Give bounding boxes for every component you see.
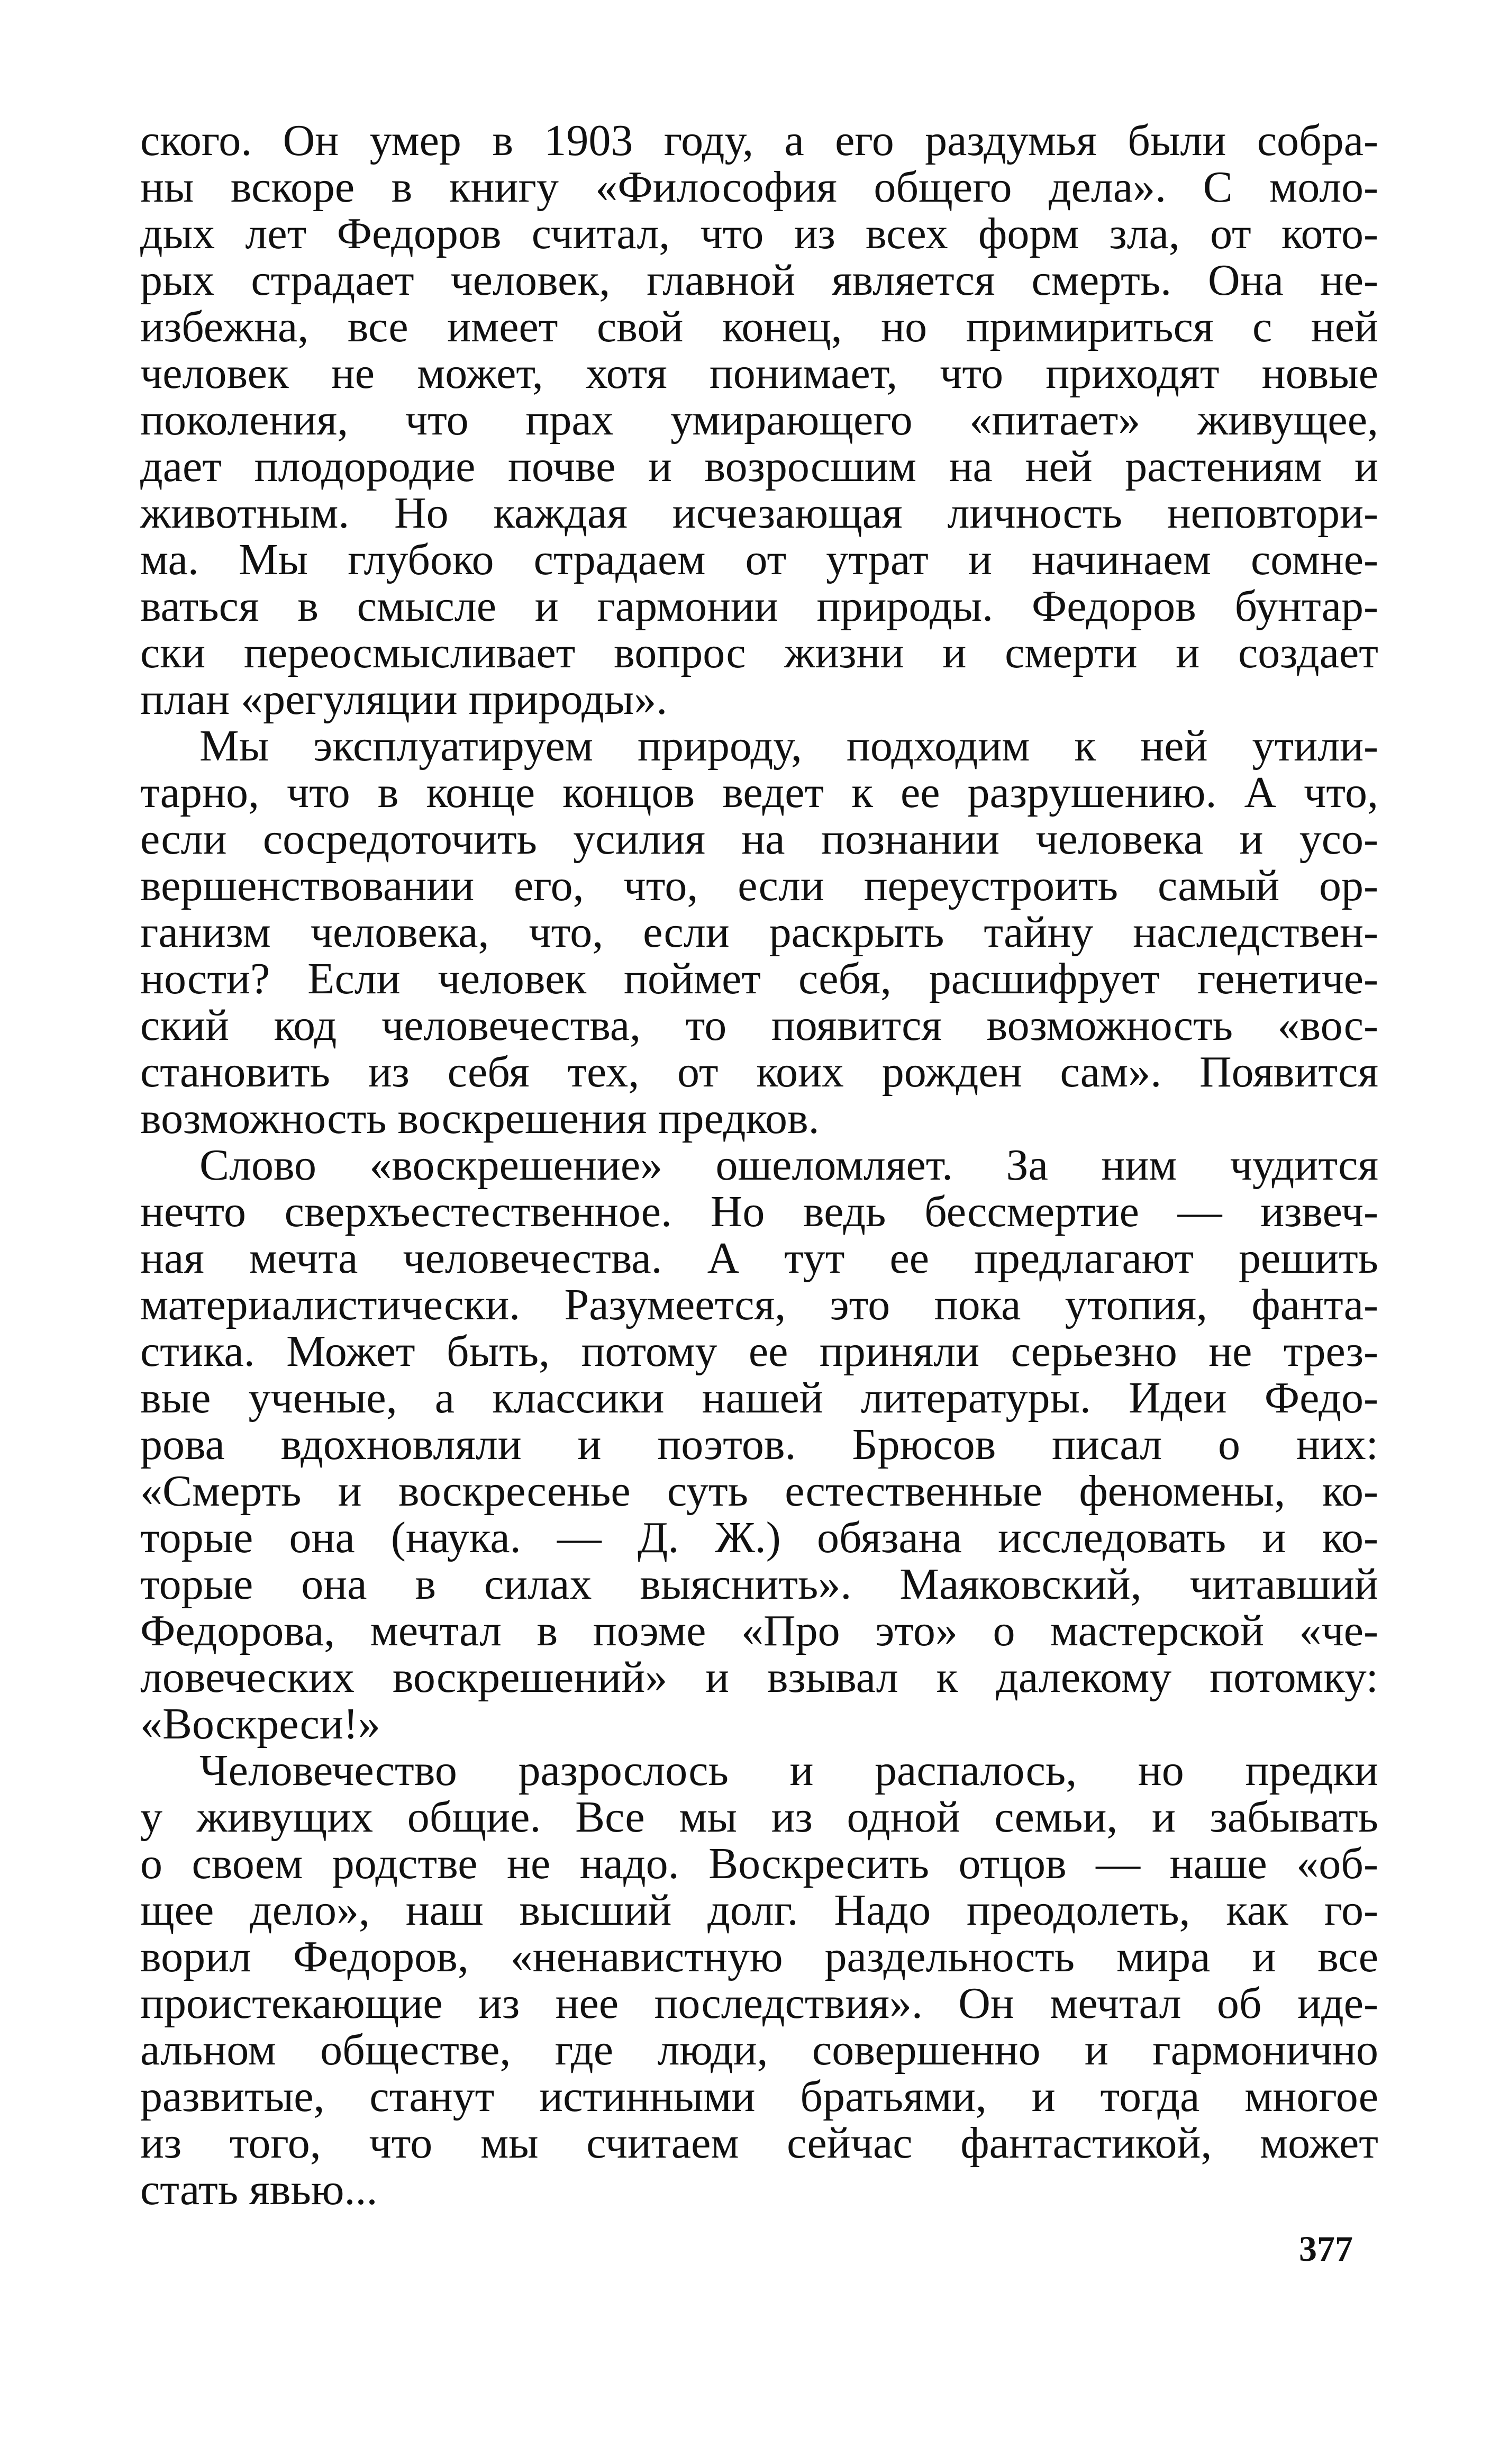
text-line: избежна, все имеет свой конец, но примириться с ней: [140, 302, 1378, 351]
text-line: у живущих общие. Все мы из одной семьи, и забывать: [140, 1792, 1378, 1842]
text-line: дых лет Федоров считал, что из всех форм зла, от кото-: [140, 209, 1378, 258]
text-line: ваться в смысле и гармонии природы. Федоров бунтар-: [140, 582, 1378, 631]
text-line: «Смерть и воскресенье суть естественные феномены, ко-: [140, 1466, 1378, 1516]
text-line: Человечество разрослось и распалось, но предки: [199, 1746, 1378, 1795]
text-line: о своем родстве не надо. Воскресить отцов — наше «об-: [140, 1839, 1378, 1888]
text-line: рых страдает человек, главной является смерть. Она не-: [140, 256, 1378, 305]
text-line: развитые, станут истинными братьями, и тогда многое: [140, 2072, 1378, 2121]
text-line: стика. Может быть, потому ее приняли серьезно не трез-: [140, 1327, 1378, 1376]
text-line: становить из себя тех, от коих рожден сам». Появится: [140, 1047, 1378, 1097]
text-line: рова вдохновляли и поэтов. Брюсов писал о них:: [140, 1420, 1378, 1469]
text-line: ский код человечества, то появится возможность «вос-: [140, 1001, 1378, 1050]
text-line: ворил Федоров, «ненавистную раздельность мира и все: [140, 1932, 1378, 1981]
text-line: ны вскоре в книгу «Философия общего дела». С моло-: [140, 162, 1378, 212]
text-line: щее дело», наш высший долг. Надо преодолеть, как го-: [140, 1886, 1378, 1935]
text-line: стать явью...: [140, 2165, 378, 2214]
text-line: ности? Если человек поймет себя, расшифрует генетиче-: [140, 954, 1378, 1003]
text-line: ганизм человека, что, если раскрыть тайну наследствен-: [140, 908, 1378, 957]
text-line: ски переосмысливает вопрос жизни и смерти и создает: [140, 628, 1378, 677]
text-line: Мы эксплуатируем природу, подходим к ней утили-: [199, 721, 1378, 771]
text-line: животным. Но каждая исчезающая личность неповтори-: [140, 488, 1378, 538]
text-line: ная мечта человечества. А тут ее предлагают решить: [140, 1234, 1378, 1283]
text-line: вые ученые, а классики нашей литературы. Идеи Федо-: [140, 1373, 1378, 1423]
body-text: [140, 117, 1378, 2213]
text-line: материалистически. Разумеется, это пока утопия, фанта-: [140, 1280, 1378, 1329]
text-line: возможность воскрешения предков.: [140, 1094, 820, 1143]
text-line: «Воскреси!»: [140, 1699, 380, 1749]
text-line: ловеческих воскрешений» и взывал к далекому потомку:: [140, 1653, 1378, 1702]
text-line: тарно, что в конце концов ведет к ее разрушению. А что,: [140, 768, 1378, 817]
text-line: нечто сверхъестественное. Но ведь бессмертие — извеч-: [140, 1187, 1378, 1236]
text-line: поколения, что прах умирающего «питает» живущее,: [140, 395, 1378, 445]
text-line: дает плодородие почве и возросшим на ней растениям и: [140, 442, 1378, 491]
text-line: ского. Он умер в 1903 году, а его раздумья были собра-: [140, 116, 1378, 165]
text-line: из того, что мы считаем сейчас фантастикой, может: [140, 2118, 1378, 2168]
text-line: ма. Мы глубоко страдаем от утрат и начинаем сомне-: [140, 535, 1378, 584]
text-line: если сосредоточить усилия на познании человека и усо-: [140, 814, 1378, 864]
text-line: альном обществе, где люди, совершенно и гармонично: [140, 2025, 1378, 2075]
text-line: торые она (наука. — Д. Ж.) обязана исследовать и ко-: [140, 1513, 1378, 1562]
text-line: вершенствовании его, что, если переустроить самый ор-: [140, 861, 1378, 910]
text-line: план «регуляции природы».: [140, 675, 668, 724]
text-line: проистекающие из нее последствия». Он мечтал об иде-: [140, 1979, 1378, 2028]
page-number: 377: [1299, 2229, 1353, 2269]
text-line: торые она в силах выяснить». Маяковский, читавший: [140, 1560, 1378, 1609]
text-line: Слово «воскрешение» ошеломляет. За ним чудится: [199, 1140, 1378, 1190]
text-line: Федорова, мечтал в поэме «Про это» о мастерской «че-: [140, 1606, 1378, 1655]
text-line: человек не может, хотя понимает, что приходят новые: [140, 349, 1378, 398]
